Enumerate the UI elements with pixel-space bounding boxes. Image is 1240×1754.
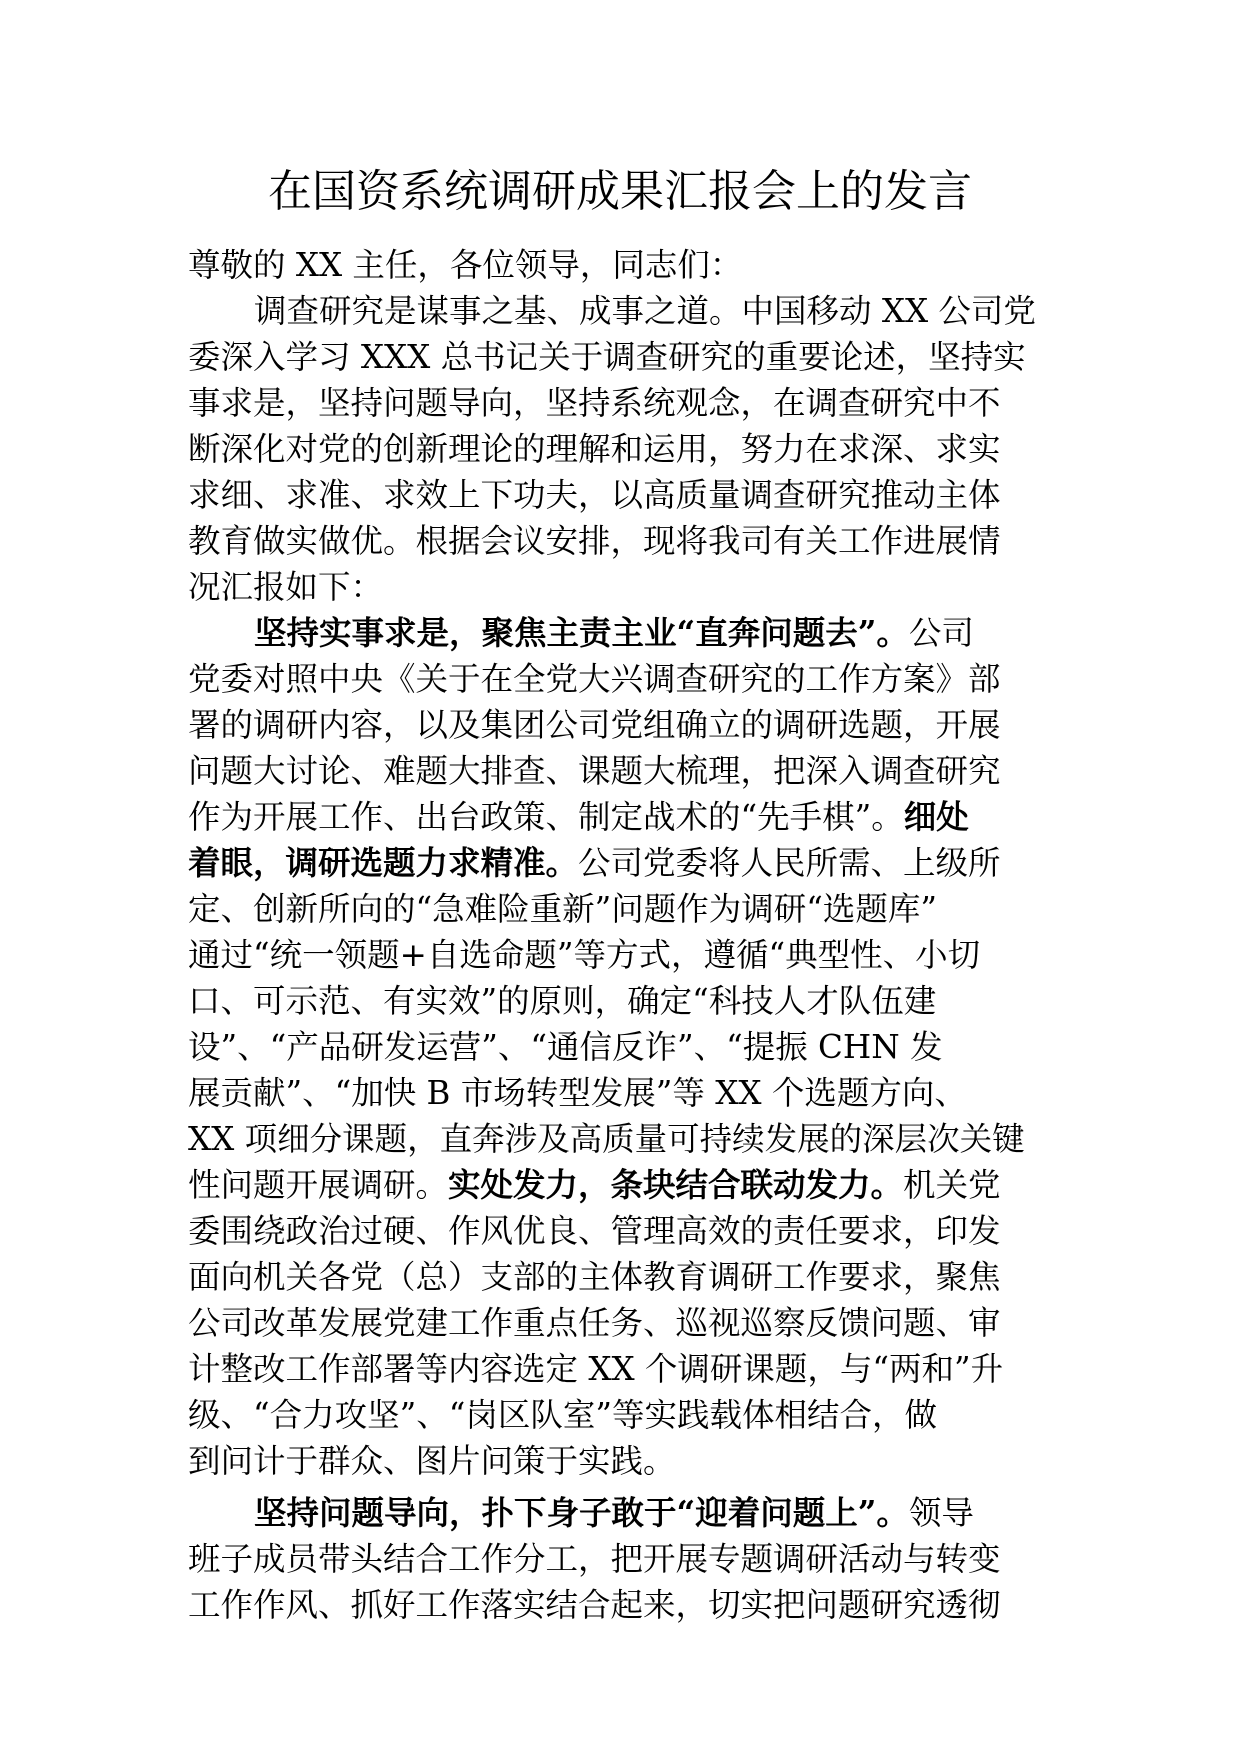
subsection-heading: 着眼，调研选题力求精准。 (188, 843, 579, 882)
paragraph-text: 公司 (908, 614, 974, 652)
paragraph-line: 调查研究是谋事之基、成事之道。中国移动 XX 公司党 (254, 292, 1036, 330)
paragraph-line: 班子成员带头结合工作分工，把开展专题调研活动与转变 (188, 1540, 1001, 1578)
paragraph-line: 计整改工作部署等内容选定 XX 个调研课题，与“两和”升 (188, 1350, 1004, 1388)
paragraph-line: 况汇报如下： (188, 568, 384, 606)
paragraph-line: 求细、求准、求效上下功夫，以高质量调查研究推动主体 (188, 476, 1001, 514)
paragraph-text: 机关党 (903, 1166, 1001, 1204)
paragraph-line: 设”、“产品研发运营”、“通信反诈”、“提振 CHN 发 (188, 1028, 943, 1066)
paragraph-line (188, 1490, 1064, 1536)
paragraph-line: 公司改革发展党建工作重点任务、巡视巡察反馈问题、审 (188, 1304, 1001, 1342)
paragraph-line (188, 794, 1064, 840)
paragraph-line: 到问计于群众、图片问策于实践。 (188, 1442, 676, 1480)
paragraph-line: 署的调研内容，以及集团公司党组确立的调研选题，开展 (188, 706, 1001, 744)
subsection-heading: 实处发力，条块结合联动发力。 (448, 1165, 904, 1204)
paragraph-line: 党委对照中央《关于在全党大兴调查研究的工作方案》部 (188, 660, 1001, 698)
section-heading: 坚持实事求是，聚焦主责主业“直奔问题去”。 (254, 613, 909, 652)
salutation: 尊敬的 XX 主任，各位领导，同志们： (188, 246, 743, 284)
section-heading: 坚持问题导向，扑下身子敢于“迎着问题上”。 (254, 1493, 909, 1532)
paragraph-3 (188, 1490, 1064, 1628)
paragraph-text: 公司党委将人民所需、上级所 (578, 844, 1001, 882)
paragraph-2 (188, 610, 1064, 1484)
paragraph-line: 级、“合力攻坚”、“岗区队室”等实践载体相结合，做 (188, 1396, 937, 1434)
paragraph-text: 领导 (908, 1494, 974, 1532)
paragraph-line: XX 项细分课题，直奔涉及高质量可持续发展的深层次关键 (188, 1120, 1025, 1158)
paragraph-line: 工作作风、抓好工作落实结合起来，切实把问题研究透彻 (188, 1586, 1001, 1624)
paragraph-text: 作为开展工作、出台政策、制定战术的“先手棋”。 (188, 798, 904, 836)
paragraph-line: 委深入学习 XXX 总书记关于调查研究的重要论述，坚持实 (188, 338, 1026, 376)
paragraph-line (188, 610, 1064, 656)
paragraph-line (188, 840, 1064, 886)
paragraph-1 (188, 288, 1064, 610)
paragraph-line: 定、创新所向的“急难险重新”问题作为调研“选题库” (188, 890, 937, 928)
paragraph-line (188, 1162, 1064, 1208)
paragraph-line: 问题大讨论、难题大排查、课题大梳理，把深入调查研究 (188, 752, 1001, 790)
paragraph-text: 性问题开展调研。 (188, 1166, 449, 1204)
paragraph-line: 事求是，坚持问题导向，坚持系统观念，在调查研究中不 (188, 384, 1001, 422)
paragraph-line: 通过“统一领题+自选命题”等方式，遵循“典型性、小切 (188, 936, 981, 974)
paragraph-line: 面向机关各党（总）支部的主体教育调研工作要求，聚焦 (188, 1258, 1001, 1296)
paragraph-line: 教育做实做优。根据会议安排，现将我司有关工作进展情 (188, 522, 1001, 560)
subsection-heading: 细处 (903, 797, 969, 836)
document-title: 在国资系统调研成果汇报会上的发言 (268, 166, 972, 217)
paragraph-line: 断深化对党的创新理论的理解和运用，努力在求深、求实 (188, 430, 1001, 468)
paragraph-line: 展贡献”、“加快 B 市场转型发展”等 XX 个选题方向、 (188, 1074, 967, 1112)
document-body (188, 242, 1064, 1628)
paragraph-line: 委围绕政治过硬、作风优良、管理高效的责任要求，印发 (188, 1212, 1001, 1250)
paragraph-line: 口、可示范、有实效”的原则，确定“科技人才队伍建 (188, 982, 937, 1020)
